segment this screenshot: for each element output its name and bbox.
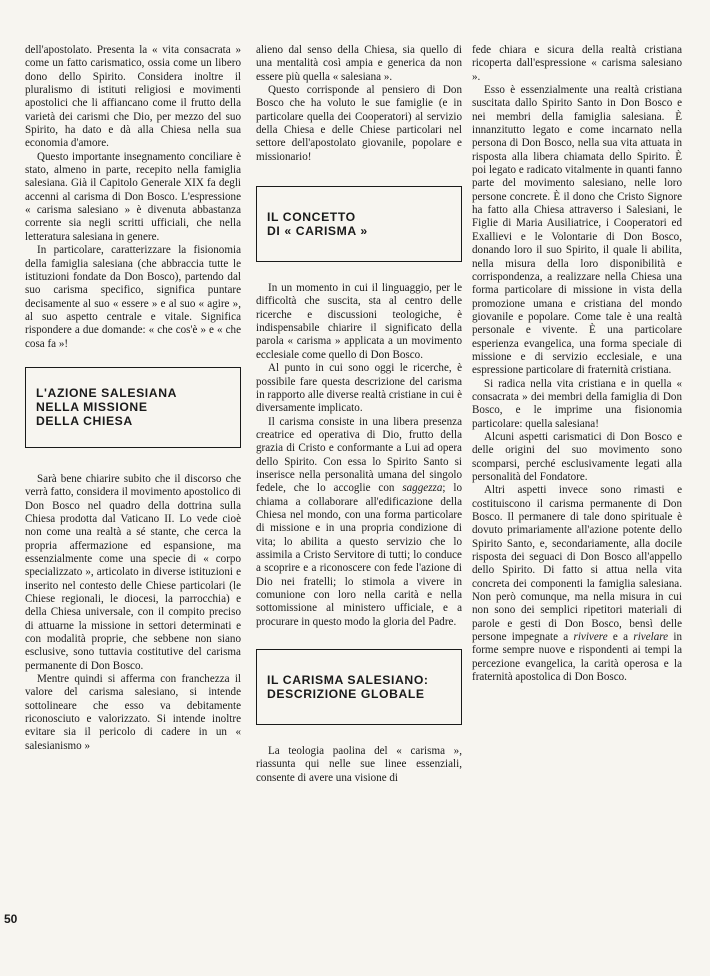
paragraph: fede chiara e sicura della realtà cristiana ricoperta dall'espressione « carisma salesiano ». [472,44,682,83]
section-heading: L'AZIONE SALESIANA NELLA MISSIONE DELLA CHIESA [36,386,177,429]
section-heading-box [25,367,241,448]
text-run: ; lo chiama a collaborare all'edificazione della Chiesa nel mondo, con una forma particolare di missione e in una propria condizione di vita; lo abilita a questo servizio che lo assimila a Cristo Servitore di tutti; lo conduce a scoprire e a riconoscere con fede l'azione di Dio nei fratelli; lo stimola a vivere in comunione con loro nella carità e nella sottomissione al ministero ufficiale, e a procurare in questo modo la gloria del Padre. [256,482,462,628]
paragraph: dell'apostolato. Presenta la « vita consacrata » come un fatto carismatico, ossia come un libero dono dello Spirito. Considera inoltre il pluralismo di istituti religiosi e movimenti apostolici che li affiancano come il frutto della varietà dei carismi che Dio, per mezzo del suo Spirito, ha dato e dà alla Chiesa nella sua economia d'amore. [25,44,241,150]
text-run: in forme sempre nuove e rispondenti ai tempi la percezione evangelica, la carità operosa e la fraternità apostolica di Don Bosco. [472,631,683,684]
paragraph: Al punto in cui sono oggi le ricerche, è possibile fare questa descrizione del carisma in rapporto alle diverse realtà cristiane in cui è diversamente implicato. [256,362,462,415]
section-heading: IL CARISMA SALESIANO: DESCRIZIONE GLOBALE [267,673,429,702]
paragraph [256,416,462,630]
paragraph: Alcuni aspetti carismatici di Don Bosco e delle origini del suo movimento sono scomparsi, perché esclusivamente legati alla personalità del Fondatore. [472,430,682,483]
text-column-1 [25,44,241,753]
emphasis: saggezza [402,482,443,495]
paragraph [472,484,682,684]
page-number: 50 [4,912,18,926]
text-run: e a [607,631,634,644]
paragraph: Sarà bene chiarire subito che il discorso che verrà fatto, considera il movimento apostolico di Don Bosco nel quadro della dottrina sulla Chiesa prodotta dal Vaticano II. Lo vede cioè non come una realtà a sé stante, che cerca la propria affermazione ed espansione, ma essenzialmente come una specie di « corpo specializzato », articolato in diverse istituzioni e inserito nel contesto delle Chiese particolari (le Chiese regionali, le diocesi, la parrocchia) e della Chiesa universale, con il compito preciso di attuarne la missione in settori determinati e con modalità proprie, che sebbene non siano esclusive, sono tuttavia costitutive del carisma permanente di Don Bosco. [25,472,241,672]
paragraph: alieno dal senso della Chiesa, sia quello di una mentalità così ampia e generica da non essere più quella « salesiana ». [256,44,462,83]
paragraph: Questo corrisponde al pensiero di Don Bosco che ha voluto le sue famiglie (e in particolare quella dei Cooperatori) al servizio della Chiesa e delle Chiese particolari nel settore dell'apostolato giovanile, popolare e missionario! [256,84,462,163]
section-heading: IL CONCETTO DI « CARISMA » [267,210,368,239]
text-run: Il carisma consiste in una libera presenza creatrice ed operativa di Dio, frutto della grazia di Cristo e conformante a Lui ad opera dello Spirito. Con essa lo Spirito Santo si inserisce nella personalità umana del singolo fedele, che lo accoglie con [256,415,462,495]
text-column-2 [256,44,462,785]
paragraph: Questo importante insegnamento conciliare è stato, almeno in parte, recepito nella famiglia salesiana. Già il Capitolo Generale XIX fa degli accenni al carisma di Don Bosco. L'espressione « carisma salesiano » è divenuta abbastanza corrente sia negli scritti ufficiali, che nella letteratura salesiana in genere. [25,150,241,243]
paragraph: In particolare, caratterizzare la fisionomia della famiglia salesiana (che abbraccia tutte le istituzioni fondate da Don Bosco), partendo dal suo carisma specifico, significa puntare decisamente al suo « essere » e al suo « agire », al suo aspetto centrale e vitale. Significa rispondere a due domande: « che cos'è » e « che cosa fa »! [25,244,241,350]
paragraph: In un momento in cui il linguaggio, per le difficoltà che suscita, sta al centro delle ricerche e discussioni teologiche, è indispensabile chiarire il significato della parola « carisma » applicata a un movimento ecclesiale come quello di Don Bosco. [256,282,462,361]
text-run: Altri aspetti invece sono rimasti e costituiscono il carisma permanente di Don Bosco. Il permanere di tale dono spirituale è dovuto primariamente all'azione potente dello Spirito Santo, e, secondariamente, alla docile risposta dei seguaci di Don Bosco all'appello dello Spirito. Di fatto si attua nella vita concreta dei componenti la famiglia salesiana. Non però comunque, ma nella misura in cui non sono dei semplici ripetitori materiali di parole e gesti di Don Bosco, bensì delle persone impegnate a [472,484,682,644]
paragraph: Esso è essenzialmente una realtà cristiana suscitata dallo Spirito Santo in Don Bosco e nei membri della famiglia salesiana. È innanzitutto legato e come incarnato nella persona di Don Bosco, nella sua vita attuata in risposta alla libera chiamata dello Spirito. È poi legato e radicato vitalmente in quanti fanno parte del movimento salesiano, nelle loro persone concrete. È il dono che Cristo Signore ha fatto alla Chiesa attraverso i Salesiani, le Figlie di Maria Ausiliatrice, i Cooperatori ed Exallievi e le Volontarie di Don Bosco, donando loro il suo Spirito, il quale li abilita, nella misura della loro disponibilità e corrispondenza, a realizzare nella Chiesa una forma particolare di missione in vista della promozione umana e cristiana del mondo giovanile e popolare. Come tale è una realtà personale e vivente. È una particolare esperienza evangelica, una forma speciale di missione e di servizio ecclesiale, e una espressione particolare di fraternità cristiana. [472,84,682,377]
paragraph: La teologia paolina del « carisma », riassunta qui nelle sue linee essenziali, consente di avere una visione di [256,745,462,784]
section-heading-box [256,186,462,262]
text-column-3 [472,44,682,685]
emphasis: rivivere [573,631,608,644]
paragraph: Mentre quindi si afferma con franchezza il valore del carisma salesiano, si intende sottolineare che esso va debitamente riconosciuto e valorizzato. Si intende inoltre evitare sia il pericolo di cadere in un « salesianismo » [25,673,241,752]
emphasis: rivelare [633,631,669,644]
paragraph: Si radica nella vita cristiana e in quella « consacrata » dei membri della famiglia di Don Bosco, e le imprime una fisionomia particolare: quella salesiana! [472,377,682,430]
section-heading-box [256,649,462,725]
